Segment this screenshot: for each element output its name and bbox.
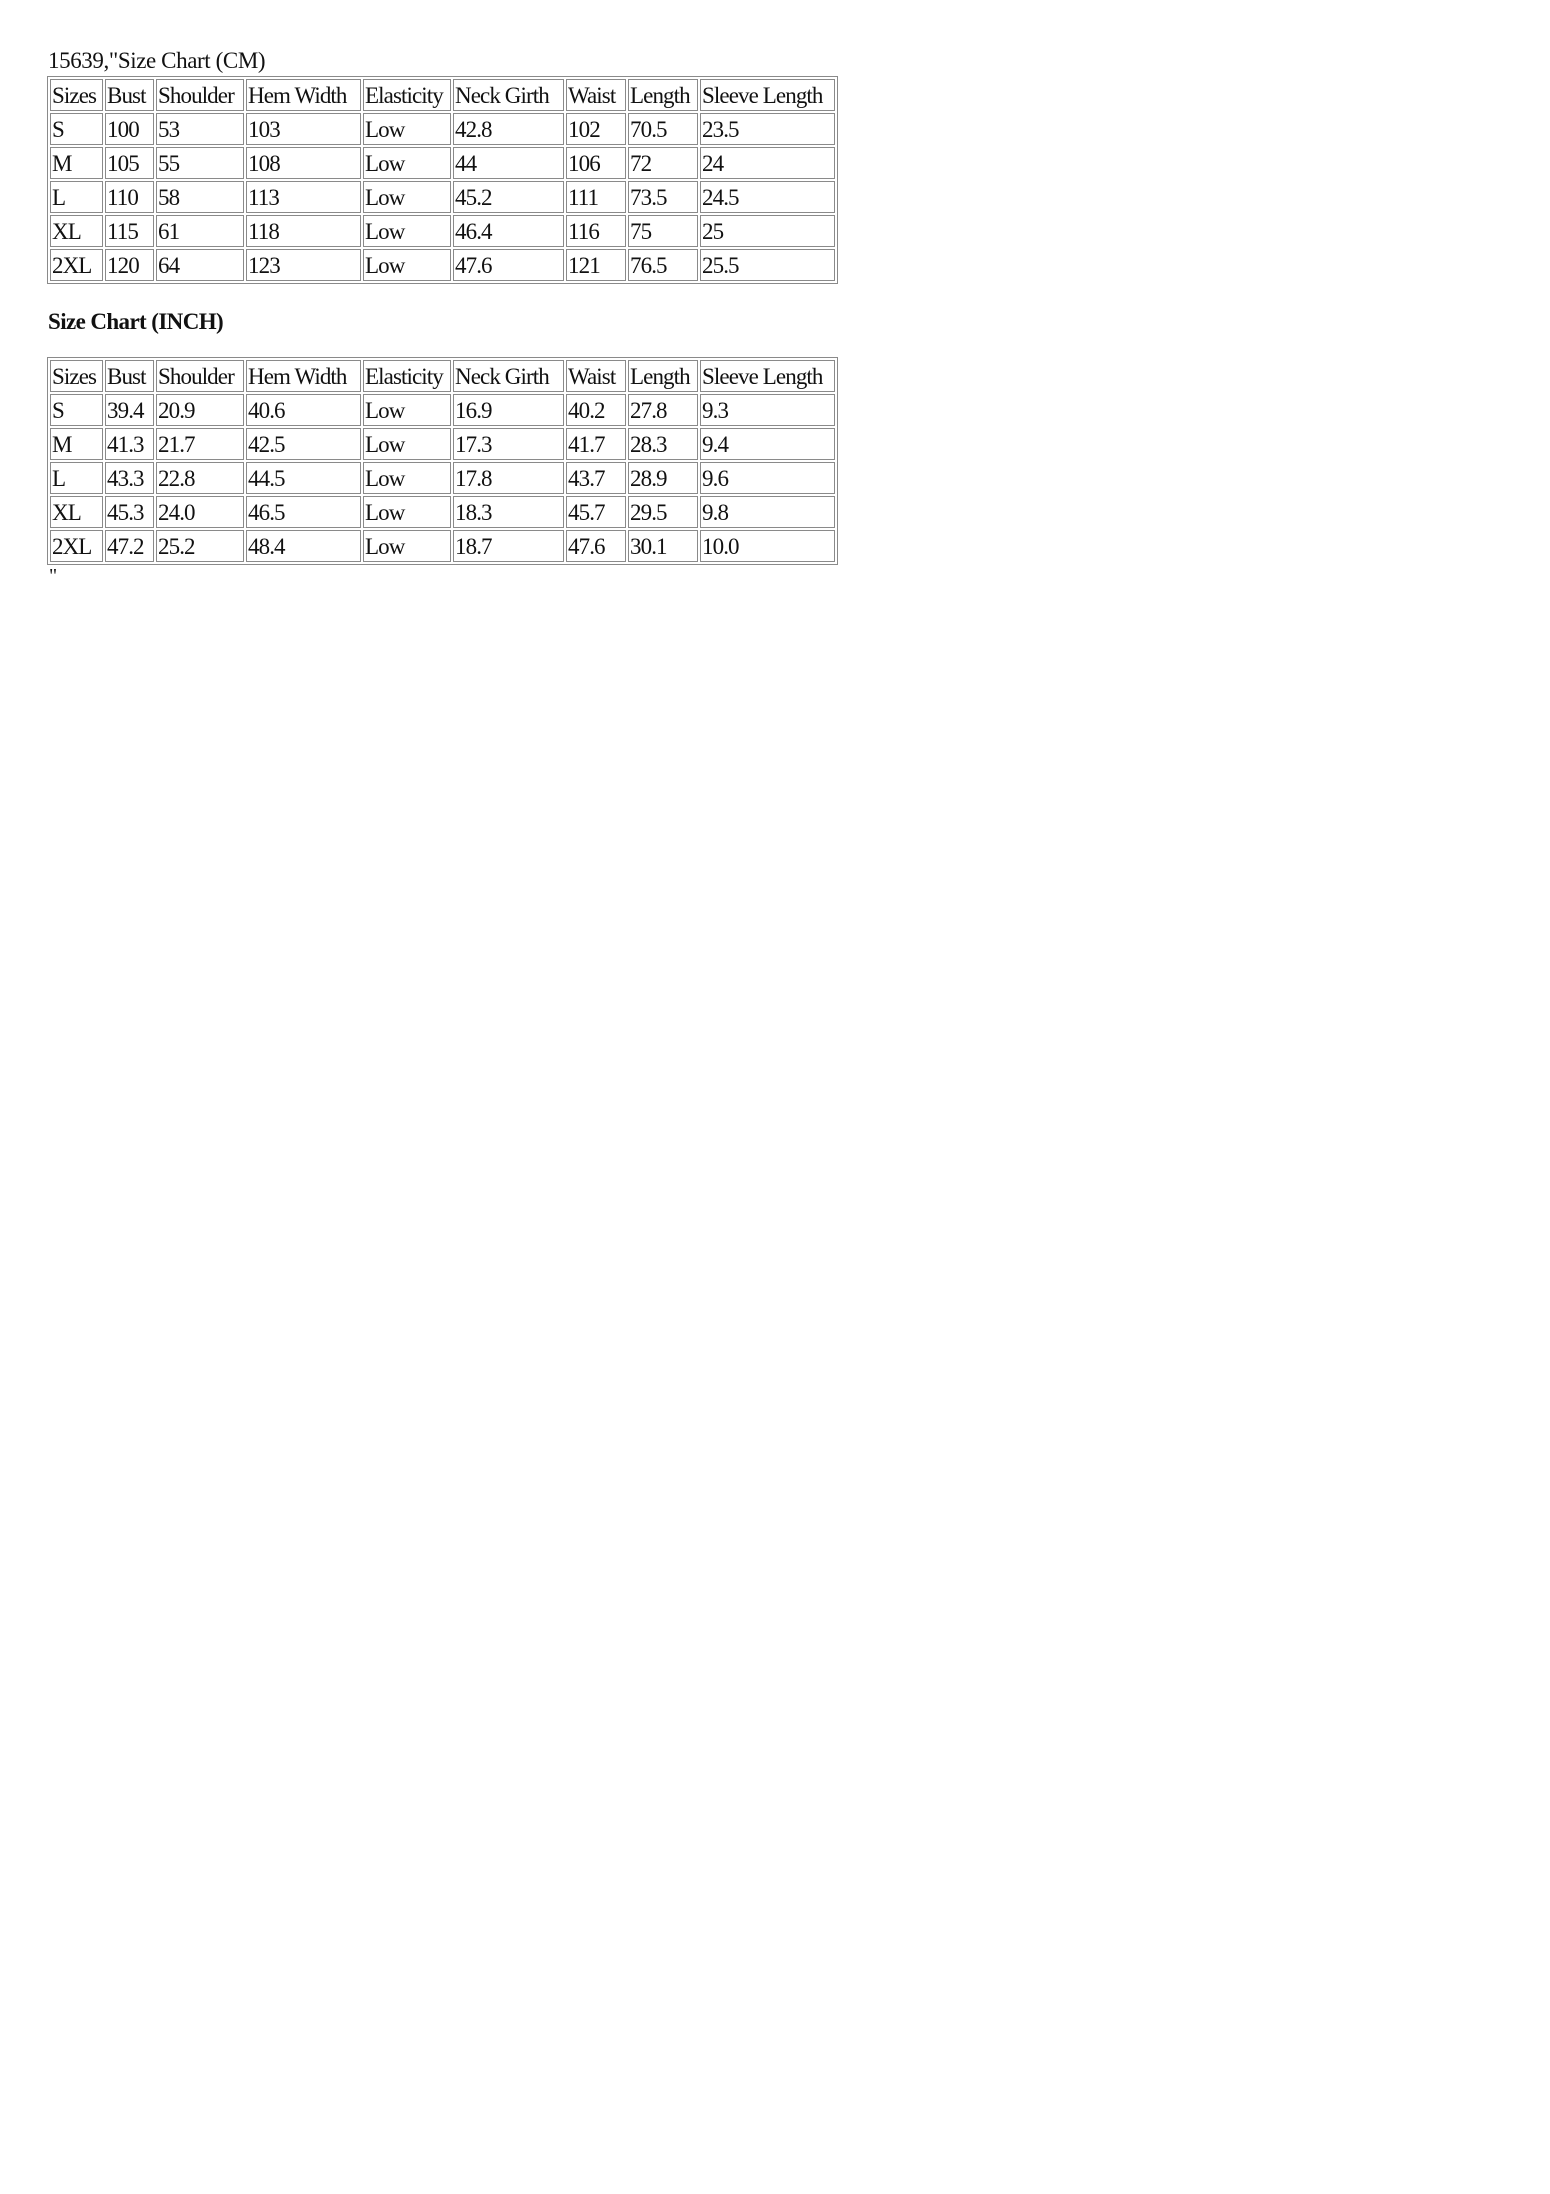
table-cell: 22.8 — [156, 462, 244, 494]
table-cell: Low — [363, 249, 451, 281]
table-cell: 9.3 — [700, 394, 835, 426]
table-cell: 48.4 — [246, 530, 361, 562]
column-header-elasticity: Elasticity — [363, 360, 451, 392]
table-cell: 29.5 — [628, 496, 698, 528]
table-cell: XL — [50, 215, 103, 247]
column-header-neck-girth: Neck Girth — [453, 360, 564, 392]
table-row — [50, 181, 835, 213]
column-header-bust: Bust — [105, 360, 154, 392]
table-cell: 23.5 — [700, 113, 835, 145]
table-cell: Low — [363, 215, 451, 247]
table-cell: 9.6 — [700, 462, 835, 494]
table-cell: 120 — [105, 249, 154, 281]
table-cell: 40.6 — [246, 394, 361, 426]
table-cell: Low — [363, 113, 451, 145]
closing-quote: " — [49, 565, 58, 587]
size-chart-cm-table — [47, 76, 838, 284]
table-cell: XL — [50, 496, 103, 528]
table-cell: 45.7 — [566, 496, 626, 528]
table-cell: 116 — [566, 215, 626, 247]
table-cell: 115 — [105, 215, 154, 247]
table-cell: Low — [363, 530, 451, 562]
table-cell: 76.5 — [628, 249, 698, 281]
table-cell: 27.8 — [628, 394, 698, 426]
table-cell: 41.7 — [566, 428, 626, 460]
table-cell: 10.0 — [700, 530, 835, 562]
table-cell: Low — [363, 181, 451, 213]
table-cell: 106 — [566, 147, 626, 179]
table-cell: L — [50, 462, 103, 494]
table-cell: S — [50, 113, 103, 145]
table-cell: 45.2 — [453, 181, 564, 213]
table-cell: M — [50, 428, 103, 460]
table-cell: 24 — [700, 147, 835, 179]
table-cell: 108 — [246, 147, 361, 179]
table-cell: 46.5 — [246, 496, 361, 528]
table-cell: Low — [363, 394, 451, 426]
table-cell: Low — [363, 428, 451, 460]
table-cell: Low — [363, 462, 451, 494]
table-header-row — [50, 79, 835, 111]
column-header-length: Length — [628, 360, 698, 392]
table-cell: 17.3 — [453, 428, 564, 460]
table-cell: 118 — [246, 215, 361, 247]
column-header-neck-girth: Neck Girth — [453, 79, 564, 111]
table-cell: 103 — [246, 113, 361, 145]
column-header-elasticity: Elasticity — [363, 79, 451, 111]
table-cell: 18.7 — [453, 530, 564, 562]
table-cell: 9.8 — [700, 496, 835, 528]
column-header-waist: Waist — [566, 360, 626, 392]
table-cell: 21.7 — [156, 428, 244, 460]
table-cell: 47.6 — [453, 249, 564, 281]
table-cell: 43.7 — [566, 462, 626, 494]
size-chart-document — [47, 46, 847, 586]
table-cell: 28.3 — [628, 428, 698, 460]
table-cell: 25.5 — [700, 249, 835, 281]
column-header-hem-width: Hem Width — [246, 79, 361, 111]
table-cell: 53 — [156, 113, 244, 145]
column-header-sleeve-length: Sleeve Length — [700, 79, 835, 111]
table-cell: 46.4 — [453, 215, 564, 247]
column-header-hem-width: Hem Width — [246, 360, 361, 392]
table-cell: 64 — [156, 249, 244, 281]
table-cell: 123 — [246, 249, 361, 281]
table-cell: 17.8 — [453, 462, 564, 494]
table-cell: 20.9 — [156, 394, 244, 426]
table-cell: 30.1 — [628, 530, 698, 562]
table-header-row — [50, 360, 835, 392]
table-row — [50, 428, 835, 460]
table-cell: 24.5 — [700, 181, 835, 213]
table-cell: 110 — [105, 181, 154, 213]
table-cell: 41.3 — [105, 428, 154, 460]
size-chart-inch-table — [47, 357, 838, 565]
table-cell: 102 — [566, 113, 626, 145]
table-cell: 55 — [156, 147, 244, 179]
table-cell: 47.6 — [566, 530, 626, 562]
table-cell: S — [50, 394, 103, 426]
table-cell: 45.3 — [105, 496, 154, 528]
table-cell: Low — [363, 496, 451, 528]
table-row — [50, 249, 835, 281]
table-cell: 9.4 — [700, 428, 835, 460]
table-row — [50, 394, 835, 426]
table-cell: 47.2 — [105, 530, 154, 562]
table-cell: 105 — [105, 147, 154, 179]
table-cell: 44 — [453, 147, 564, 179]
column-header-sleeve-length: Sleeve Length — [700, 360, 835, 392]
table-cell: 44.5 — [246, 462, 361, 494]
table-cell: 25.2 — [156, 530, 244, 562]
table-cell: 61 — [156, 215, 244, 247]
document-heading: 15639,"Size Chart (CM) — [48, 48, 266, 73]
table-cell: 42.8 — [453, 113, 564, 145]
table-cell: 70.5 — [628, 113, 698, 145]
column-header-sizes: Sizes — [50, 360, 103, 392]
table-cell: 16.9 — [453, 394, 564, 426]
table-row — [50, 113, 835, 145]
table-cell: 24.0 — [156, 496, 244, 528]
table-cell: M — [50, 147, 103, 179]
table-cell: 111 — [566, 181, 626, 213]
table-cell: 28.9 — [628, 462, 698, 494]
inch-chart-heading: Size Chart (INCH) — [48, 309, 224, 334]
table-row — [50, 147, 835, 179]
table-cell: 2XL — [50, 530, 103, 562]
table-cell: 121 — [566, 249, 626, 281]
table-cell: 40.2 — [566, 394, 626, 426]
table-row — [50, 530, 835, 562]
table-row — [50, 496, 835, 528]
table-cell: 39.4 — [105, 394, 154, 426]
column-header-length: Length — [628, 79, 698, 111]
table-cell: 100 — [105, 113, 154, 145]
table-cell: 2XL — [50, 249, 103, 281]
column-header-shoulder: Shoulder — [156, 360, 244, 392]
column-header-shoulder: Shoulder — [156, 79, 244, 111]
table-row — [50, 462, 835, 494]
table-cell: Low — [363, 147, 451, 179]
column-header-sizes: Sizes — [50, 79, 103, 111]
table-cell: 73.5 — [628, 181, 698, 213]
column-header-bust: Bust — [105, 79, 154, 111]
table-cell: 18.3 — [453, 496, 564, 528]
table-cell: 75 — [628, 215, 698, 247]
table-cell: 113 — [246, 181, 361, 213]
table-row — [50, 215, 835, 247]
table-cell: L — [50, 181, 103, 213]
table-cell: 58 — [156, 181, 244, 213]
table-cell: 42.5 — [246, 428, 361, 460]
table-cell: 43.3 — [105, 462, 154, 494]
column-header-waist: Waist — [566, 79, 626, 111]
table-cell: 72 — [628, 147, 698, 179]
table-cell: 25 — [700, 215, 835, 247]
